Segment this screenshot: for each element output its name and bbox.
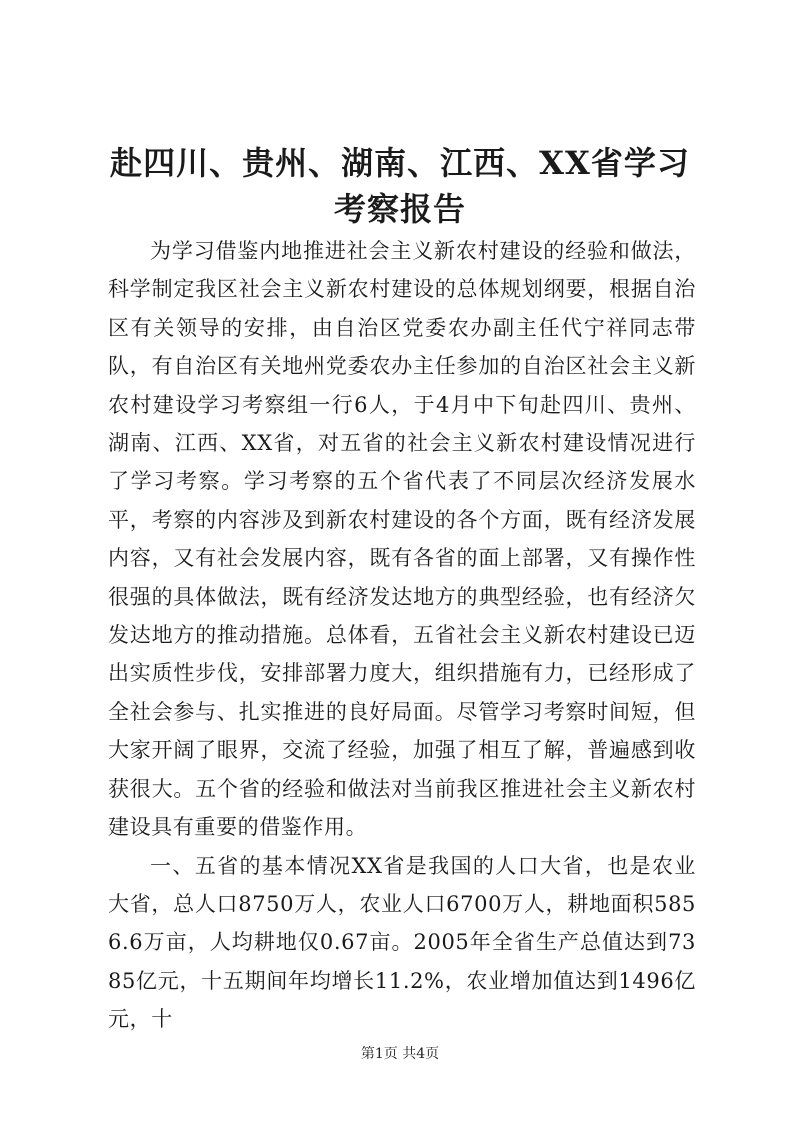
document-body [108, 232, 696, 1039]
intro-paragraph: 为学习借鉴内地推进社会主义新农村建设的经验和做法，科学制定我区社会主义新农村建设的总体规划纲要，根据自治区有关领导的安排，由自治区党委农办副主任代宁祥同志带队，有自治区有关地州党委农办主任参加的自治区社会主义新农村建设学习考察组一行6人，于4月中下旬赴四川、贵州、湖南、江西、XX省，对五省的社会主义新农村建设情况进行了学习考察。学习考察的五个省代表了不同层次经济发展水平，考察的内容涉及到新农村建设的各个方面，既有经济发展内容，又有社会发展内容，既有各省的面上部署，又有操作性很强的具体做法，既有经济发达地方的典型经验，也有经济欠发达地方的推动措施。总体看，五省社会主义新农村建设已迈出实质性步伐，安排部署力度大，组织措施有力，已经形成了全社会参与、扎实推进的良好局面。尽管学习考察时间短，但大家开阔了眼界，交流了经验，加强了相互了解，普遍感到收获很大。五个省的经验和做法对当前我区推进社会主义新农村建设具有重要的借鉴作用。 [108, 239, 696, 840]
section-one-paragraph: 一、五省的基本情况XX省是我国的人口大省，也是农业大省，总人口8750万人，农业人口6700万人，耕地面积5856.6万亩，人均耕地仅0.67亩。2005年全省生产总值达到7385亿元，十五期间年均增长11.2%，农业增加值达到1496亿元，十 [108, 853, 696, 1032]
page-footer: 第1页 共4页 [360, 1046, 440, 1062]
document-title: 赴四川、贵州、湖南、江西、XX省学习考察报告 [110, 144, 690, 228]
